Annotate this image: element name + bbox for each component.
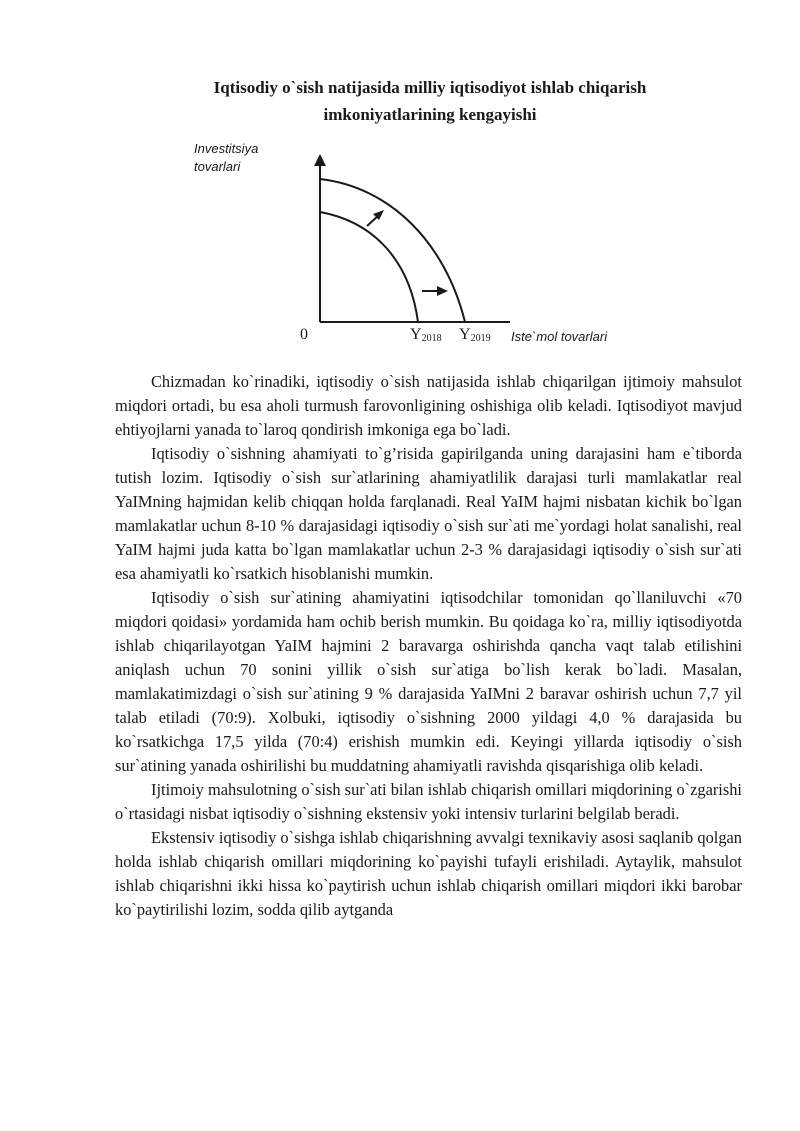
label-y2018-letter: Y — [410, 326, 422, 343]
y-axis-label-line-1: Investitsiya — [194, 141, 259, 156]
y-axis-arrowhead — [314, 154, 326, 166]
label-y2019-year: 2019 — [470, 333, 491, 344]
paragraph: Chizmadan ko`rinadiki, iqtisodiy o`sish natijasida ishlab chiqarilgan ijtimoiy mahsulot miqdori ortadi, bu esa aholi turmush farovonligining oshishiga olib keladi. Iqtisodiyot mavjud ehtiyojlarni yanada to`laroq qondirish imkoniga ega bo`ladi. — [115, 372, 742, 439]
x-axis-label: Iste`mol tovarlari — [511, 329, 608, 344]
arrow-up-right-icon — [367, 210, 384, 226]
y-axis-label — [194, 140, 258, 176]
paragraph: Iqtisodiy o`sishning ahamiyati to`g’risida gapirilganda uning darajasini ham e`tiborda tutish lozim. Iqtisodiy o`sish sur`atlarining ahamiyatlilik darajasi turli mamlakatlar real YaIMning hajmidan kelib chiqqan holda farqlanadi. Real YaIM hajmi nisbatan kichik bo`lgan mamlakatlar uchun 8-10 % darajasidagi iqtisodiy o`sish sur`ati me`yordagi holat sanalishi, real YaIM hajmi juda katta bo`lgan mamlakatlar uchun 2-3 % darajasidagi iqtisodiy o`sish sur`ati esa ahamiyatli ko`rsatkich hisoblanishi mumkin. — [115, 444, 742, 583]
label-y2018-year: 2018 — [421, 333, 442, 344]
ppf-diagram — [180, 132, 640, 357]
body-text — [115, 370, 742, 922]
document-title — [150, 74, 710, 128]
paragraph: Ekstensiv iqtisodiy o`sishga ishlab chiqarishning avvalgi texnikaviy asosi saqlanib qolgan holda ishlab chiqarish omillari miqdorining ko`payishi tufayli erishiladi. Aytaylik, mahsulot ishlab chiqarishni ikki hissa ko`paytirish uchun ishlab chiqarish omillari miqdori ikki barobar ko`paytirilishi lozim, sodda qilib aytganda — [115, 828, 742, 919]
title-line-1: Iqtisodiy o`sish natijasida milliy iqtisodiyot ishlab chiqarish — [213, 78, 647, 97]
paragraph: Iqtisodiy o`sish sur`atining ahamiyatini iqtisodchilar tomonidan qo`llaniluvchi «70 miqdori qoidasi» yordamida ham ochib berish mumkin. Bu qoidaga ko`ra, milliy iqtisodiyotda ishlab chiqarilayotgan YaIM hajmini 2 baravarga oshirishda qancha vaqt talab etilishini aniqlash uchun 70 sonini yillik o`sish sur`atiga bo`lish kerak bo`ladi. Masalan, mamlakatimizdagi o`sish sur`atining 9 % darajasida YaIMni 2 baravar oshirish uchun 7,7 yil talab etiladi (70:9). Xolbuki, iqtisodiy o`sishning 2000 yildagi 4,0 % darajasida bu ko`rsatkichga 17,5 yilda (70:4) erishish mumkin edi. Keyingi yillarda iqtisodiy o`sish sur`atining yanada oshirilishi bu muddatning ahamiyatli ravishda qisqarishiga olib keladi. — [115, 588, 742, 775]
ppf-curve-2018 — [320, 212, 418, 322]
paragraph: Ijtimoiy mahsulotning o`sish sur`ati bilan ishlab chiqarish omillari miqdorining o`zgarishi o`rtasidagi nisbat iqtisodiy o`sishning ekstensiv yoki intensiv turlarini belgilab beradi. — [115, 780, 742, 823]
label-y2019-letter: Y — [459, 326, 471, 343]
origin-label: 0 — [300, 326, 308, 343]
label-y2019 — [459, 326, 491, 344]
y-axis-label-line-2: tovarlari — [194, 159, 241, 174]
title-line-2: imkoniyatlarining kengayishi — [323, 105, 537, 124]
label-y2018 — [410, 326, 442, 344]
arrow-right-icon — [422, 286, 448, 296]
ppf-curve-2019 — [320, 179, 465, 322]
